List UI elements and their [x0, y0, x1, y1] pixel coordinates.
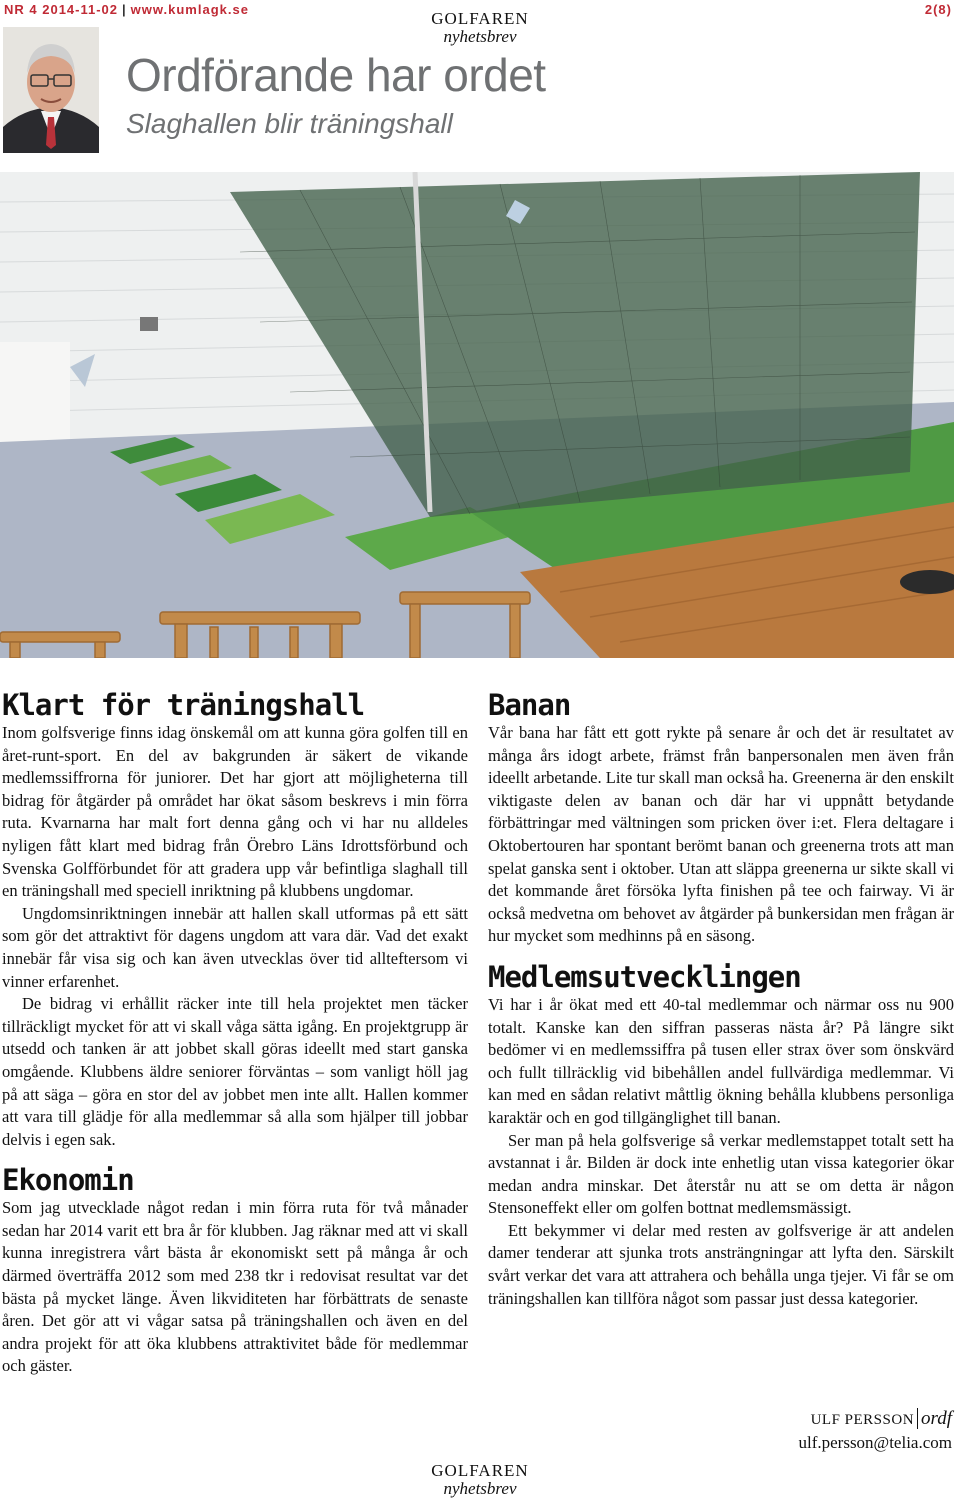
separator: | — [122, 2, 127, 17]
footer-masthead-subtitle: nyhetsbrev — [443, 1479, 517, 1498]
paragraph: Inom golfsverige finns idag önskemål om att kunna göra golfen till en året-runt-sport. En del av bakgrunden är säkert de vikande medlemssiffrorna för juniorer. Det har gjort att möjligheterna till bidrag för åtgärder på området har ökat såsom beskrevs i min förra ruta. Kvarnarna har malt fort denna gång och vi har nu alldeles nyligen fått klart med bidrag från Örebro Läns Idrottsförbund och Svenska Golfförbundet för att gradera upp vår befintliga slaghall till en träningshall med speciell inriktning på klubbens ungdomar. — [2, 723, 468, 901]
signature — [798, 1408, 952, 1453]
footer-masthead — [420, 1462, 540, 1497]
paragraph: Ett bekymmer vi delar med resten av golfsverige är att andelen damer tenderar att sjunka trots ansträngningar att lyfta den. Särskilt svårt verkar det vara att attrahera och behålla unga tjejer. Vi får se om träningshallen kan tillföra något som passar just dessa kategorier. — [488, 1220, 954, 1308]
signature-role: ordf — [917, 1408, 952, 1429]
section-heading-membership: Medlemsutvecklingen — [488, 959, 801, 994]
signature-email[interactable]: ulf.persson@telia.com — [798, 1432, 952, 1452]
paragraph: De bidrag vi erhållit räcker inte till hela projektet men täcker tillräckligt mycket för att vi skall våga sätta igång. En projektgrupp är utsedd och tanken är att jobbet skall göras ideellt med start ganska omgående. Klubbens äldre seniorer förväntas – som vanligt höll jag på att säga – göra en stor del av jobbet men inte allt. Hallen kommer att vara till glädje för alla medlemmar så alla som hjälper till jobbar delvis i egen sak. — [2, 994, 468, 1149]
paragraph: Ungdomsinriktningen innebär att hallen skall utformas på ett sätt som gör det attraktivt för dagens ungdom att vara där. Vad det exakt innebär får visa sig och kan även utvecklas över tid allteftersom vi vinner erfarenhet. — [2, 903, 468, 991]
left-column — [2, 688, 468, 1378]
author-portrait — [3, 27, 99, 153]
section-heading-course: Banan — [488, 688, 571, 722]
signature-name: ULF PERSSON — [810, 1412, 915, 1428]
paragraph: Som jag utvecklade något redan i min förra ruta för två månader sedan har 2014 varit ett bra år för klubben. Jag räknar med att vi skall kunna inregistrera vårt bästa år ekonomiskt sett på många år och därmed överträffa 2012 som med 238 tkr i redovisat resultat var det bästa på mycket länge. Även likviditeten har förbättrats de senaste åren. Det gör att vi vågar satsa på träningshallen och även en del andra projekt för att öka klubbens attraktivitet både för medlemmar och gäster. — [2, 1198, 468, 1376]
issue-line — [4, 2, 249, 17]
masthead — [420, 10, 540, 45]
paragraph: Vår bana har fått ett gott rykte på senare år och det är resultatet av många års idogt arbete, främst från banpersonalen men även från ideellt arbetande. Lite tur skall man också ha. Greenerna är den enskilt viktigaste delen av banan och där har vi uppnått betydande förbättringar med vältningen som pricken över i:et. Flera deltagare i Oktobertouren har spontant berömt banan och greenerna trots att man spelat ganska sent i oktober. Utan att släppa greenerna ur sikte skall vi det kommande året försöka lyfta finishen på tee och fairway. Vi är också medvetna om behovet av åtgärder på bunkersidan men frågan är hur mycket som medhinns på en säsong. — [488, 723, 954, 946]
section-heading-training-hall: Klart för träningshall — [2, 688, 365, 722]
section-heading-economy: Ekonomin — [2, 1163, 134, 1198]
footer-masthead-title: GOLFAREN — [431, 1461, 529, 1480]
masthead-title: GOLFAREN — [431, 9, 529, 28]
paragraph: Vi har i år ökat med ett 40-tal medlemmar och närmar oss nu 900 totalt. Kanske kan den siffran passeras nästa år? På längre sikt bedömer vi en medlemssiffra på tusen eller strax över som önskvärd och fullt tillräcklig vid bibehållen andel fullvärdiga medlemmar. Vi kan med en sådan relativt måttlig ökning behålla klubbens personliga karaktär och en god tillgänglighet till banan. — [488, 994, 954, 1127]
page-subtitle: Slaghallen blir träningshall — [126, 108, 453, 139]
page-number: 2(8) — [924, 2, 952, 17]
page-title: Ordförande har ordet — [126, 49, 546, 101]
website-link[interactable]: www.kumlagk.se — [130, 2, 249, 17]
issue-number: NR 4 2014-11-02 — [4, 2, 119, 17]
masthead-subtitle: nyhetsbrev — [443, 27, 517, 46]
paragraph: Ser man på hela golfsverige så verkar medlemstappet totalt sett ha avstannat i år. Bilden är dock inte enhetlig utan vissa kategorier ökar medan andra minskar. Det återstår nu att se om detta är någon Stensoneffekt eller om golfen bottnat medlemsmässigt. — [488, 1130, 954, 1218]
right-column — [488, 688, 954, 1310]
training-hall-photo — [0, 172, 954, 658]
